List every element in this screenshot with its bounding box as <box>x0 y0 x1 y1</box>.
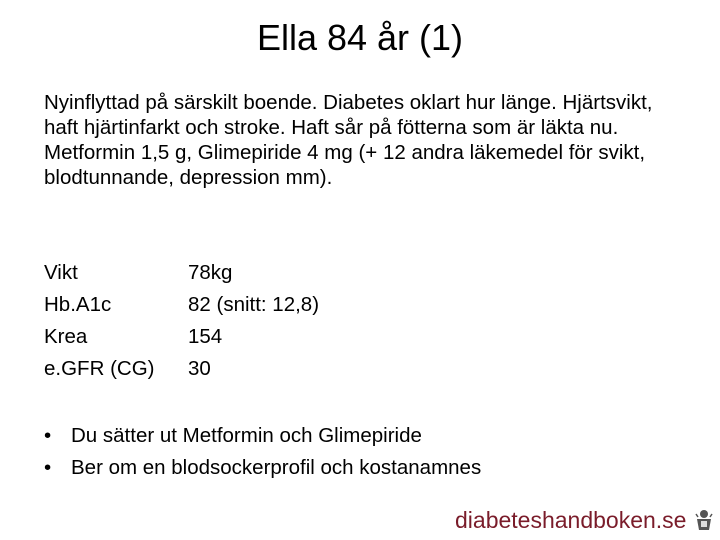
site-logo-text: diabeteshandboken.se <box>455 507 687 533</box>
bullet-icon: • <box>44 456 52 479</box>
action-text: Ber om en blodsockerprofil och kostanamnes <box>71 456 482 479</box>
action-list <box>44 420 684 484</box>
lab-value-row <box>44 353 319 385</box>
lab-value-label: e.GFR (CG) <box>44 357 155 380</box>
action-list-item <box>44 420 684 452</box>
slide-title: Ella 84 år (1) <box>256 17 464 58</box>
lab-value-label: Hb.A1c <box>44 293 112 316</box>
crest-icon <box>694 508 714 532</box>
lab-value-label: Krea <box>44 325 88 348</box>
lab-value-value: 154 <box>188 325 223 348</box>
action-text: Du sätter ut Metformin och Glimepiride <box>71 424 422 447</box>
lab-value-row <box>44 257 319 289</box>
lab-value-value: 82 (snitt: 12,8) <box>188 293 320 316</box>
bullet-icon: • <box>44 424 52 447</box>
lab-value-row <box>44 289 319 321</box>
patient-description: Nyinflyttad på särskilt boende. Diabetes oklart hur länge. Hjärtsvikt, haft hjärtinfarkt och stroke. Haft sår på fötterna som är läkta nu. Metformin 1,5 g, Glimepiride 4 mg (+ 12 andra läkemedel för svikt, blodtunnande, depression mm). <box>44 91 653 189</box>
action-list-item <box>44 452 684 484</box>
lab-value-row <box>44 321 319 353</box>
lab-value-label: Vikt <box>44 261 78 284</box>
lab-values-table <box>44 257 319 385</box>
lab-value-value: 78kg <box>188 261 233 284</box>
lab-value-value: 30 <box>188 357 211 380</box>
